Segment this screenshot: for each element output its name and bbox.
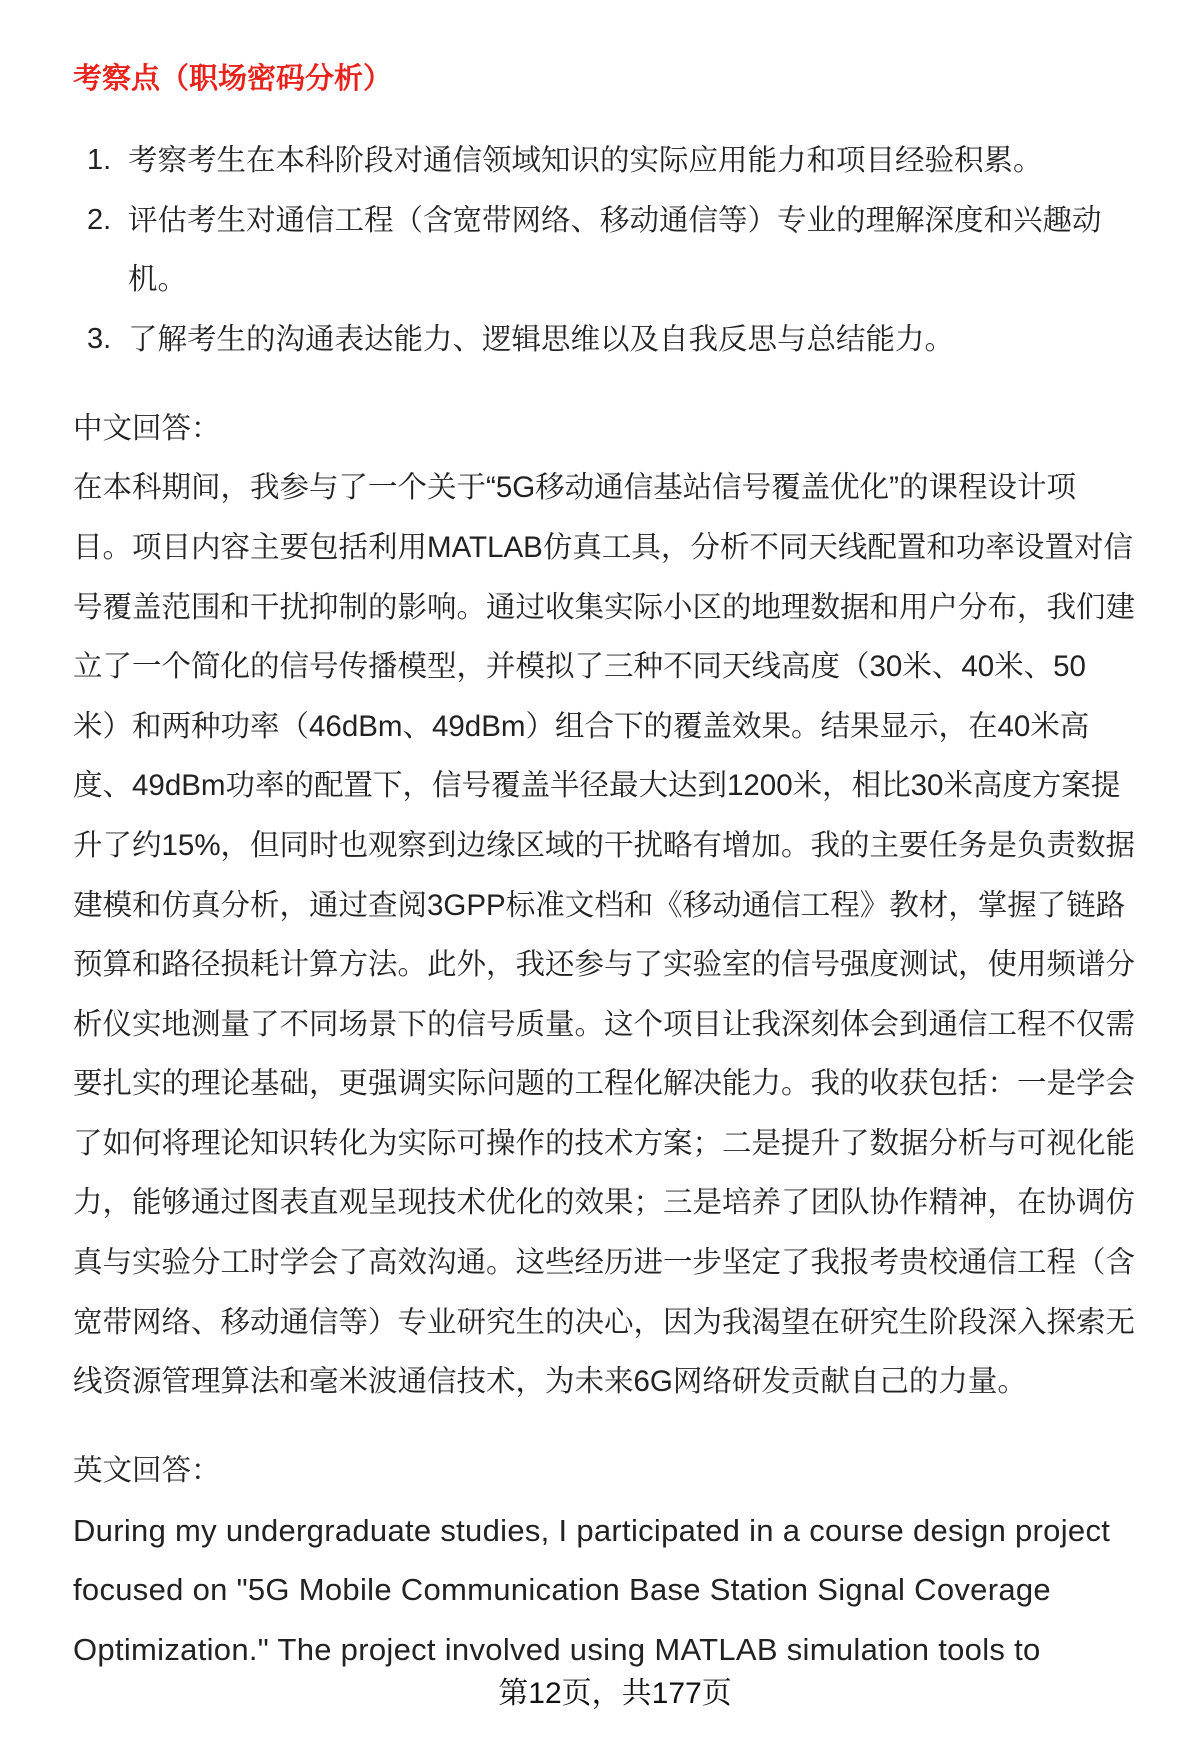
section-title: 考察点（职场密码分析） — [73, 63, 393, 95]
paragraph-line: Optimization." The project involved using MATLAB simulation tools to — [73, 1632, 1041, 1668]
english-answer-heading: 英文回答： — [73, 1454, 221, 1488]
list-item-body — [128, 310, 954, 370]
list-item — [73, 191, 1163, 310]
assessment-points-list — [73, 131, 1163, 369]
page-number-footer: 第12页，共177页 — [498, 1677, 732, 1710]
english-answer-paragraph — [73, 1501, 1163, 1680]
paragraph-line: 米）和两种功率（46dBm、49dBm）组合下的覆盖效果。结果显示，在40米高 — [73, 709, 1090, 743]
paragraph-line: 预算和路径损耗计算方法。此外，我还参与了实验室的信号强度测试，使用频谱分 — [73, 948, 1136, 982]
chinese-answer-paragraph — [73, 458, 1163, 1412]
paragraph-line: 析仪实地测量了不同场景下的信号质量。这个项目让我深刻体会到通信工程不仅需 — [73, 1007, 1136, 1041]
paragraph-line: 在本科期间，我参与了一个关于“5G移动通信基站信号覆盖优化”的课程设计项 — [73, 471, 1077, 505]
paragraph-line: 升了约15%，但同时也观察到边缘区域的干扰略有增加。我的主要任务是负责数据 — [73, 828, 1136, 862]
paragraph-line: 要扎实的理论基础，更强调实际问题的工程化解决能力。我的收获包括：一是学会 — [73, 1067, 1136, 1101]
paragraph-line: 建模和仿真分析，通过查阅3GPP标准文档和《移动通信工程》教材，掌握了链路 — [73, 888, 1126, 922]
list-item-number: 1. — [87, 143, 112, 176]
list-item — [73, 310, 1163, 370]
paragraph-line: 线资源管理算法和毫米波通信技术，为未来6G网络研发贡献自己的力量。 — [73, 1365, 1027, 1399]
list-item-number: 2. — [87, 203, 112, 236]
paragraph-line: 号覆盖范围和干扰抑制的影响。通过收集实际小区的地理数据和用户分布，我们建 — [73, 590, 1136, 624]
paragraph-line: 力，能够通过图表直观呈现技术优化的效果；三是培养了团队协作精神，在协调仿 — [73, 1186, 1136, 1220]
paragraph-line: 了如何将理论知识转化为实际可操作的技术方案；二是提升了数据分析与可视化能 — [73, 1126, 1136, 1160]
paragraph-line: 度、49dBm功率的配置下，信号覆盖半径最大达到1200米，相比30米高度方案提 — [73, 769, 1121, 803]
list-item-text-line: 了解考生的沟通表达能力、逻辑思维以及自我反思与总结能力。 — [128, 322, 955, 356]
list-item — [73, 131, 1163, 191]
paragraph-line: During my undergraduate studies, I participated in a course design project — [73, 1512, 1111, 1548]
paragraph-line: focused on "5G Mobile Communication Base Station Signal Coverage — [73, 1572, 1051, 1608]
page-content — [73, 50, 1163, 1680]
list-item-text-line: 评估考生对通信工程（含宽带网络、移动通信等）专业的理解深度和兴趣动 — [128, 203, 1102, 237]
paragraph-line: 立了一个简化的信号传播模型，并模拟了三种不同天线高度（30米、40米、50 — [73, 650, 1086, 684]
list-item-text-line: 机。 — [128, 263, 188, 297]
list-item-body — [128, 131, 1043, 191]
list-item-number: 3. — [87, 322, 112, 355]
list-item-text-line: 考察考生在本科阶段对通信领域知识的实际应用能力和项目经验积累。 — [128, 143, 1043, 177]
paragraph-line: 真与实验分工时学会了高效沟通。这些经历进一步坚定了我报考贵校通信工程（含 — [73, 1246, 1136, 1280]
paragraph-line: 目。项目内容主要包括利用MATLAB仿真工具，分析不同天线配置和功率设置对信 — [73, 530, 1133, 564]
list-item-body — [128, 191, 1102, 310]
chinese-answer-heading: 中文回答： — [73, 411, 221, 445]
paragraph-line: 宽带网络、移动通信等）专业研究生的决心，因为我渴望在研究生阶段深入探索无 — [73, 1305, 1136, 1339]
